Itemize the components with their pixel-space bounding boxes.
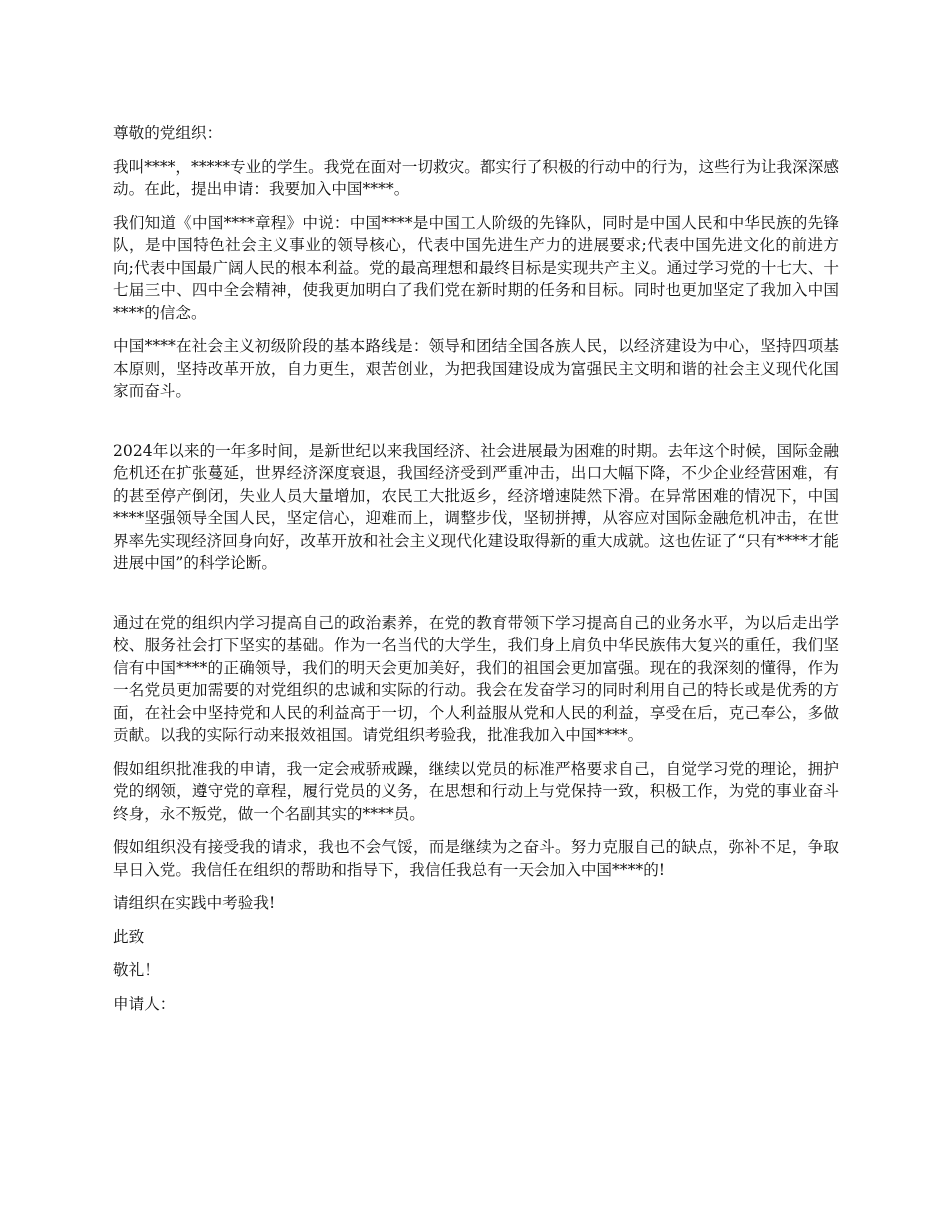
paragraph-economy: 2024年以来的一年多时间，是新世纪以来我国经济、社会进展最为困难的时期。去年这个时候，国际金融危机还在扩张蔓延，世界经济深度衰退，我国经济受到严重冲击，出口大幅下降，不少企业经营困难，有的甚至停产倒闭，失业人员大量增加，农民工大批返乡，经济增速陡然下滑。在异常困难的情况下，中国****坚强领导全国人民，坚定信心，迎难而上，调整步伐，坚韧拼搏，从容应对国际金融危机冲击，在世界率先实现经济回身向好，改革开放和社会主义现代化建设取得新的重大成就。这也佐证了“只有****才能进展中国”的科学论断。: [113, 441, 839, 572]
paragraph-study: 通过在党的组织内学习提高自己的政治素养，在党的教育带领下学习提高自己的业务水平，为以后走出学校、服务社会打下坚实的基础。作为一名当代的大学生，我们身上肩负中华民族伟大复兴的重任，我们坚信有中国****的正确领导，我们的明天会更加美好，我们的祖国会更加富强。现在的我深刻的懂得，作为一名党员更加需要的对党组织的忠诚和实际的行动。我会在发奋学习的同时利用自己的特长或是优秀的方面，在社会中坚持党和人民的利益高于一切，个人利益服从党和人民的利益，享受在后，克己奉公，多做贡献。以我的实际行动来报效祖国。请党组织考验我，批准我加入中国****。: [113, 613, 839, 744]
paragraph-charter: 我们知道《中国****章程》中说：中国****是中国工人阶级的先锋队，同时是中国人民和中华民族的先锋队，是中国特色社会主义事业的领导核心，代表中国先进生产力的进展要求;代表中国先进文化的前进方向;代表中国最广阔人民的根本利益。党的最高理想和最终目标是实现共产主义。通过学习党的十七大、十七届三中、四中全会精神，使我更加明白了我们党在新时期的任务和目标。同时也更加坚定了我加入中国****的信念。: [113, 213, 839, 322]
document-page: [113, 122, 839, 1026]
paragraph-basic-line: 中国****在社会主义初级阶段的基本路线是：领导和团结全国各族人民，以经济建设为中心，坚持四项基本原则，坚持改革开放，自力更生，艰苦创业，为把我国建设成为富强民主文明和谐的社会主义现代化国家而奋斗。: [113, 337, 839, 400]
paragraph-if-approved: 假如组织批准我的申请，我一定会戒骄戒躁，继续以党员的标准严格要求自己，自觉学习党的理论，拥护党的纲领，遵守党的章程，履行党员的义务，在思想和行动上与党保持一致，积极工作，为党的事业奋斗终身，永不叛党，做一个名副其实的****员。: [113, 759, 839, 823]
closing-applicant: 申请人：: [113, 994, 176, 1013]
paragraph-if-rejected: 假如组织没有接受我的请求，我也不会气馁，而是继续为之奋斗。努力克服自己的缺点，弥补不足，争取早日入党。我信任在组织的帮助和指导下，我信任我总有一天会加入中国****的!: [113, 838, 839, 879]
paragraph-intro: 我叫****，*****专业的学生。我党在面对一切救灾。都实行了积极的行动中的行为，这些行为让我深深感动。在此，提出申请：我要加入中国****。: [113, 157, 839, 198]
closing-request: 请组织在实践中考验我!: [113, 894, 276, 912]
closing-jingli: 敬礼！: [113, 961, 160, 979]
closing-cizhi: 此致: [113, 927, 145, 946]
salutation: 尊敬的党组织：: [113, 124, 223, 142]
